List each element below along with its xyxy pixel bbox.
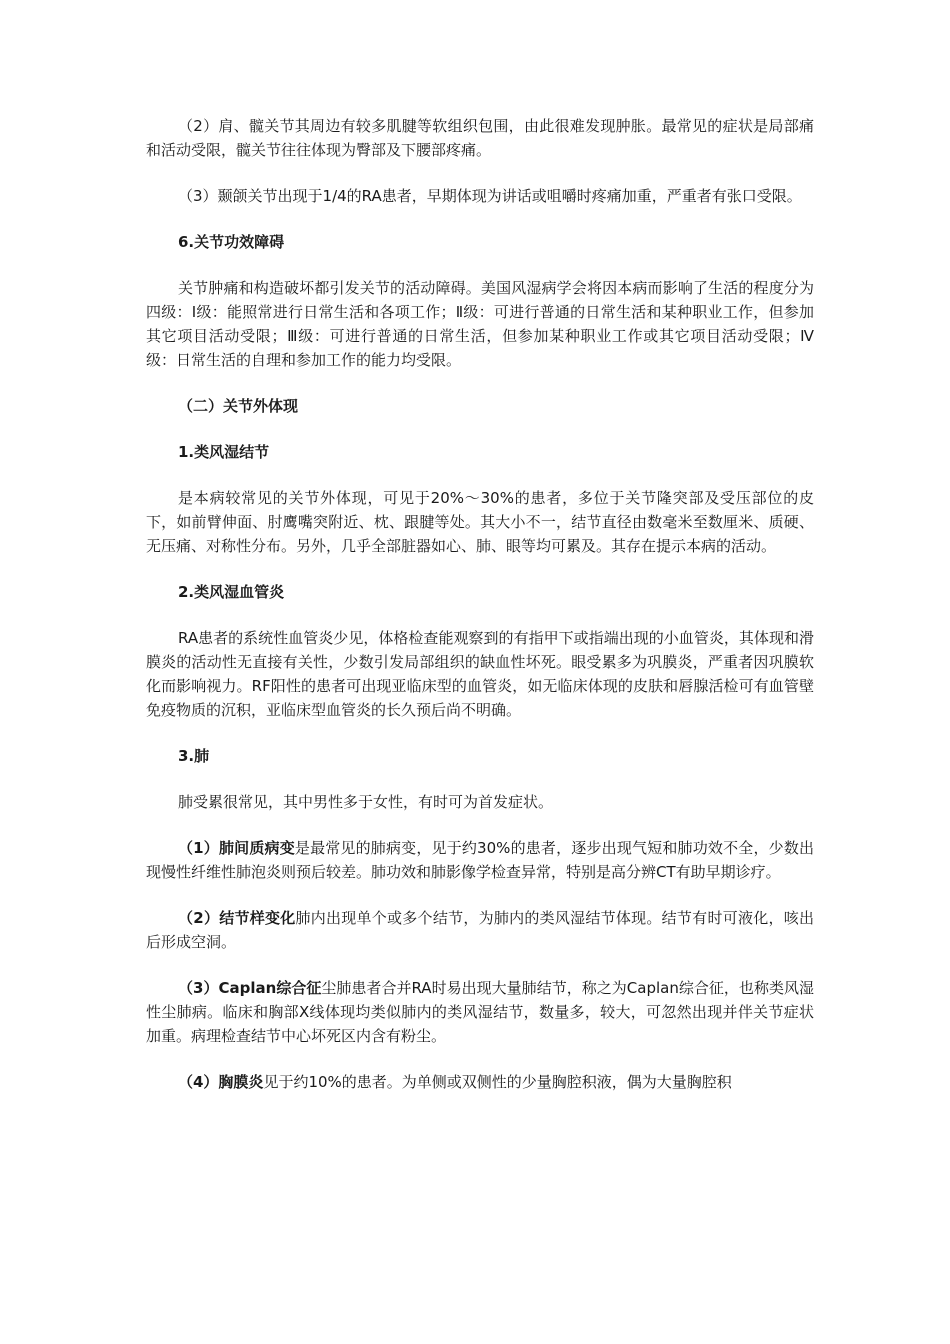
paragraph-shoulder-hip: （2）肩、髋关节其周边有较多肌腱等软组织包围，由此很难发现肿胀。最常见的症状是局部痛和活动受限，髋关节往往体现为臀部及下腰部疼痛。 xyxy=(146,117,814,159)
text-caplan: 尘肺患者合并RA时易出现大量肺结节，称之为Caplan综合征，也称类风湿性尘肺病。临床和胸部X线体现均类似肺内的类风湿结节，数量多，较大，可忽然出现并伴关节症状加重。病理检查结节中心坏死区内含有粉尘。 xyxy=(146,979,814,1045)
heading-joint-dysfunction: 6.关节功效障碍 xyxy=(178,233,285,251)
paragraph-lung-intro: 肺受累很常见，其中男性多于女性，有时可为首发症状。 xyxy=(178,793,554,811)
term-caplan: （3）Caplan综合征 xyxy=(178,979,322,997)
document-page xyxy=(146,114,814,1116)
heading-extra-articular: （二）关节外体现 xyxy=(178,397,299,415)
paragraph-tmj: （3）颞颌关节出现于1/4的RA患者，早期体现为讲话或咀嚼时疼痛加重，严重者有张口受限。 xyxy=(178,187,802,205)
text-pleurisy: 见于约10%的患者。为单侧或双侧性的少量胸腔积液，偶为大量胸腔积 xyxy=(263,1073,732,1091)
text-interstitial: 是最常见的肺病变，见于约30%的患者，逐步出现气短和肺功效不全，少数出现慢性纤维性肺泡炎则预后较差。肺功效和肺影像学检查异常，特别是高分辨CT有助早期诊疗。 xyxy=(146,839,814,881)
heading-vasculitis: 2.类风湿血管炎 xyxy=(178,583,285,601)
term-pleurisy: （4）胸膜炎 xyxy=(178,1073,264,1091)
paragraph-function-grades: 关节肿痛和构造破坏都引发关节的活动障碍。美国风湿病学会将因本病而影响了生活的程度分为四级：Ⅰ级：能照常进行日常生活和各项工作；Ⅱ级：可进行普通的日常生活和某种职业工作，但参加其它项目活动受限；Ⅲ级：可进行普通的日常生活，但参加某种职业工作或其它项目活动受限；Ⅳ级：日常生活的自理和参加工作的能力均受限。 xyxy=(146,279,814,369)
heading-rheumatoid-nodules: 1.类风湿结节 xyxy=(178,443,270,461)
text-nodular: 肺内出现单个或多个结节，为肺内的类风湿结节体现。结节有时可液化，咳出后形成空洞。 xyxy=(146,909,814,951)
paragraph-interstitial xyxy=(146,836,814,884)
paragraph-nodular xyxy=(146,906,814,954)
term-nodular: （2）结节样变化 xyxy=(178,909,296,927)
paragraph-pleurisy xyxy=(146,1070,814,1094)
term-interstitial: （1）肺间质病变 xyxy=(178,839,295,857)
heading-lung: 3.肺 xyxy=(178,747,210,765)
paragraph-vasculitis: RA患者的系统性血管炎少见，体格检查能观察到的有指甲下或指端出现的小血管炎，其体现和滑膜炎的活动性无直接有关性，少数引发局部组织的缺血性坏死。眼受累多为巩膜炎，严重者因巩膜软化而影响视力。RF阳性的患者可出现亚临床型的血管炎，如无临床体现的皮肤和唇腺活检可有血管壁免疫物质的沉积，亚临床型血管炎的长久预后尚不明确。 xyxy=(146,629,814,719)
paragraph-caplan xyxy=(146,976,814,1048)
paragraph-nodules: 是本病较常见的关节外体现，可见于20%～30%的患者，多位于关节隆突部及受压部位的皮下，如前臂伸面、肘鹰嘴突附近、枕、跟腱等处。其大小不一，结节直径由数毫米至数厘米、质硬、无压痛、对称性分布。另外，几乎全部脏器如心、肺、眼等均可累及。其存在提示本病的活动。 xyxy=(146,489,814,555)
